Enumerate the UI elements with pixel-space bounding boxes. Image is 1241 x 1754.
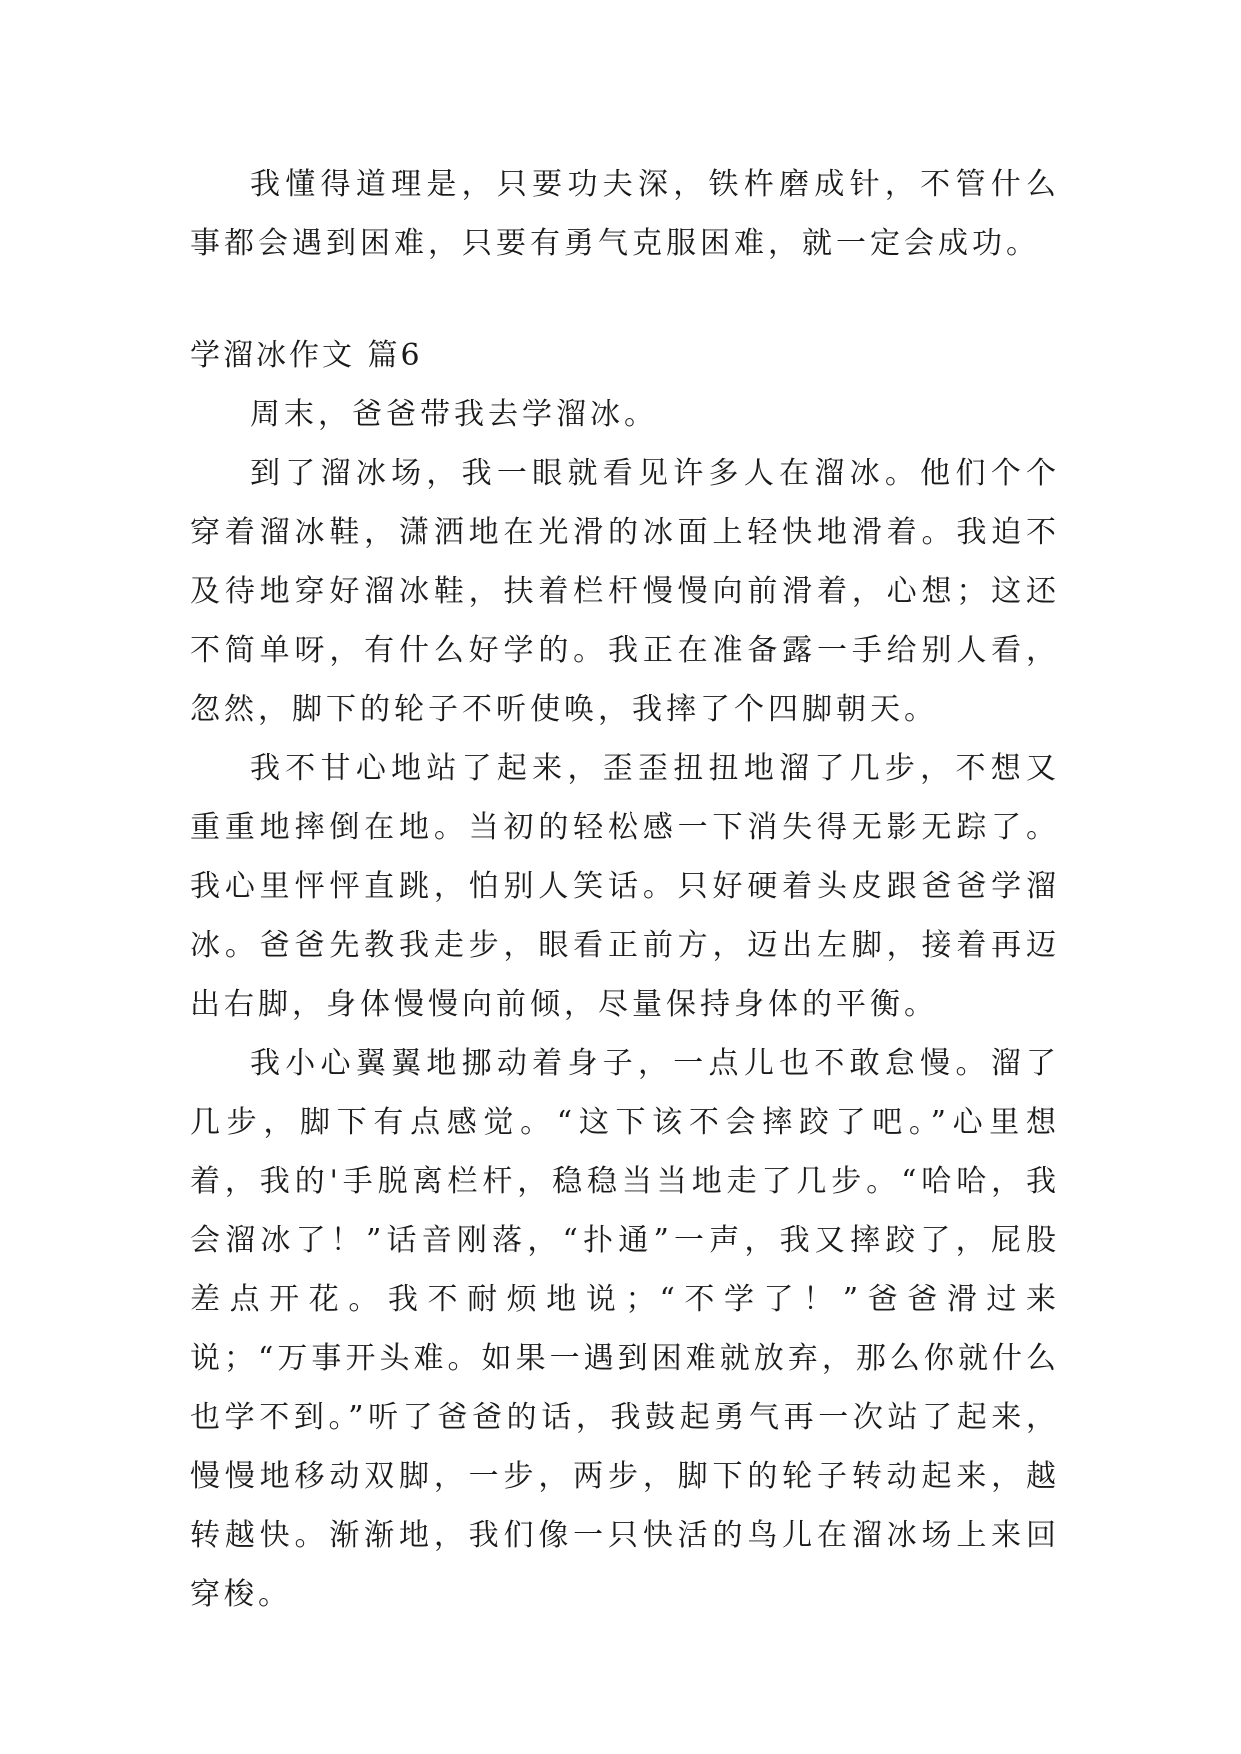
paragraph-4: 我小心翼翼地挪动着身子，一点儿也不敢怠慢。溜了几步，脚下有点感觉。“这下该不会摔跤了吧。”心里想着，我的'手脱离栏杆，稳稳当当地走了几步。“哈哈，我会溜冰了！”话音刚落，“扑通”一声，我又摔跤了，屁股差点开花。我不耐烦地说；“不学了！”爸爸滑过来说；“万事开头难。如果一遇到困难就放弃，那么你就什么也学不到。”听了爸爸的话，我鼓起勇气再一次站了起来，慢慢地移动双脚，一步，两步，脚下的轮子转动起来，越转越快。渐渐地，我们像一只快活的鸟儿在溜冰场上来回穿梭。 [190,1046,1060,1612]
section-title: 学溜冰作文 篇6 [190,338,423,373]
paragraph-2: 到了溜冰场，我一眼就看见许多人在溜冰。他们个个穿着溜冰鞋，潇洒地在光滑的冰面上轻快地滑着。我迫不及待地穿好溜冰鞋，扶着栏杆慢慢向前滑着，心想；这还不简单呀，有什么好学的。我正在准备露一手给别人看，忽然，脚下的轮子不听使唤，我摔了个四脚朝天。 [190,456,1060,727]
document-body [190,155,1060,1624]
paragraph-1: 周末，爸爸带我去学溜冰。 [250,397,658,432]
intro-paragraph: 我懂得道理是，只要功夫深，铁杵磨成针，不管什么事都会遇到困难，只要有勇气克服困难，就一定会成功。 [190,167,1060,261]
section-gap [190,273,1060,326]
paragraph-3: 我不甘心地站了起来，歪歪扭扭地溜了几步，不想又重重地摔倒在地。当初的轻松感一下消失得无影无踪了。我心里怦怦直跳，怕别人笑话。只好硬着头皮跟爸爸学溜冰。爸爸先教我走步，眼看正前方，迈出左脚，接着再迈出右脚，身体慢慢向前倾，尽量保持身体的平衡。 [190,751,1060,1022]
